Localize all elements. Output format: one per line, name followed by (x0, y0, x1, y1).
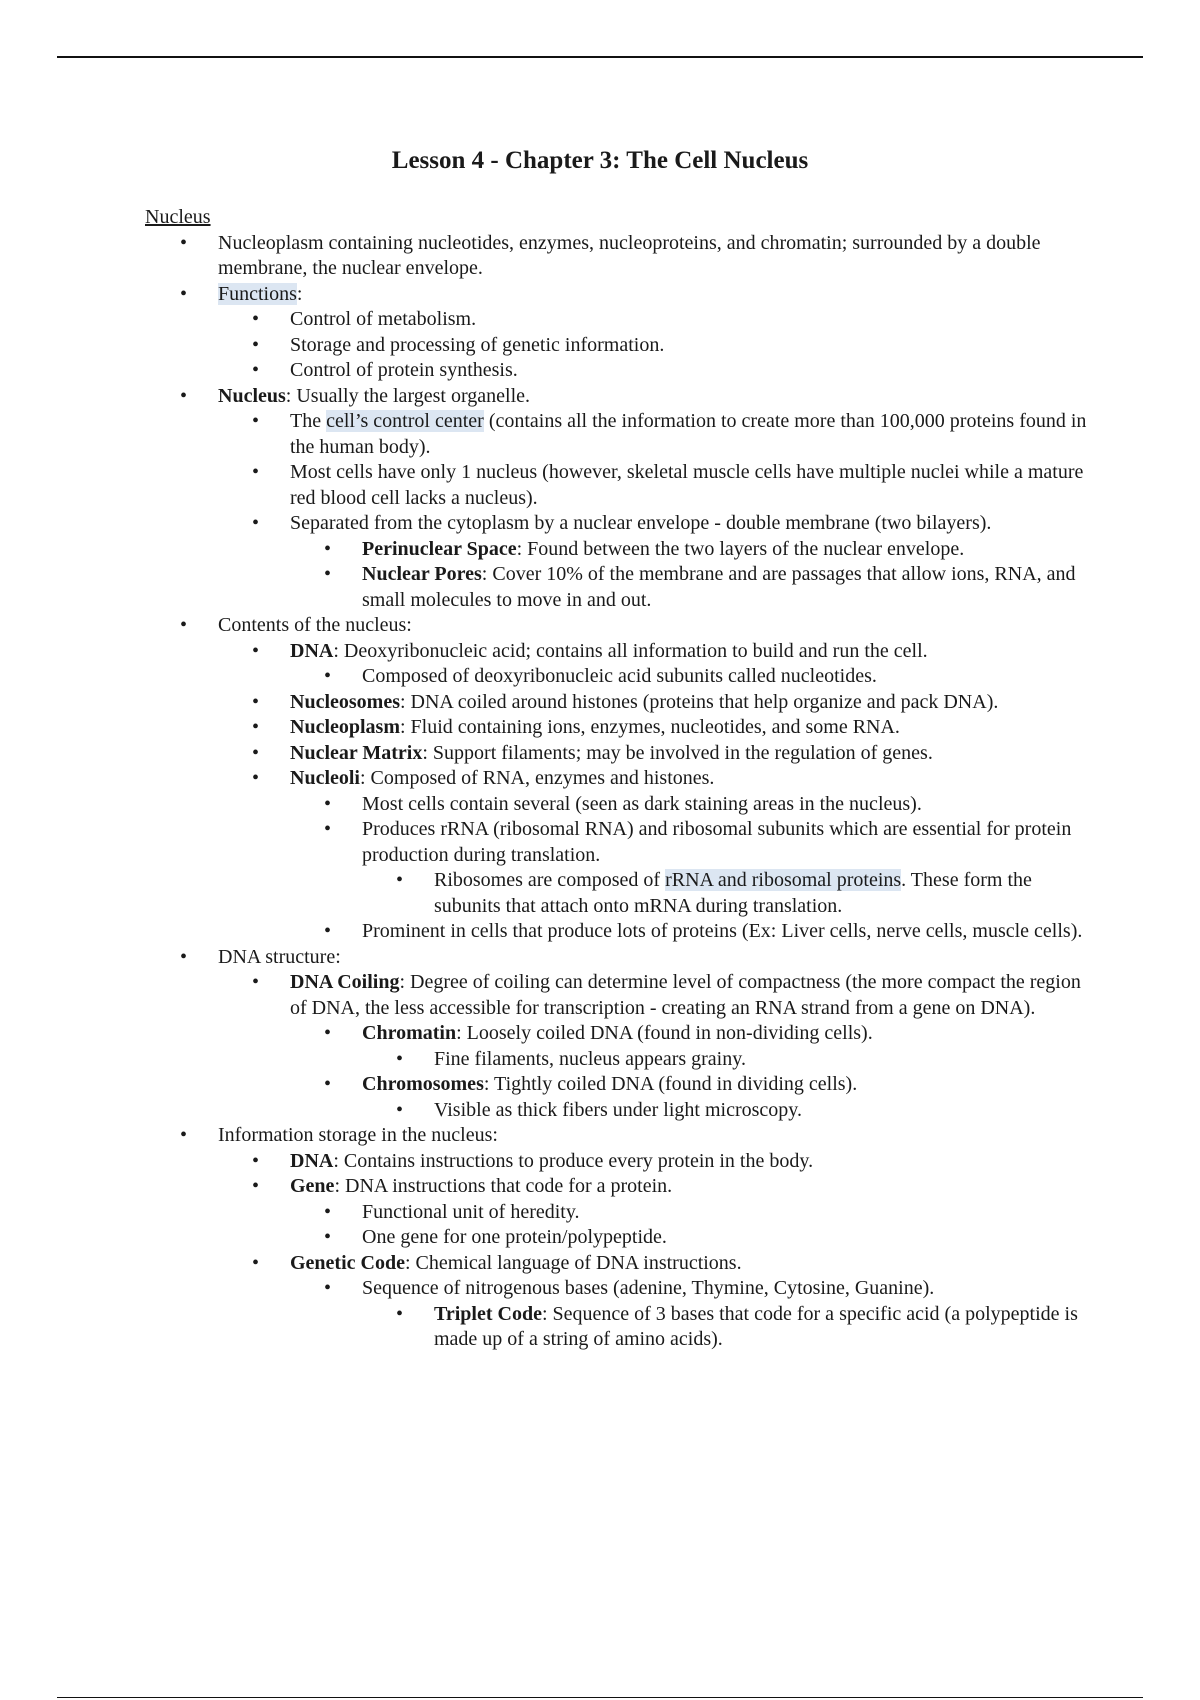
term: Nucleoli (290, 767, 360, 789)
bullet-list-level-4 (361, 1302, 1095, 1353)
item-text: : DNA coiled around histones (proteins that help organize and pack DNA). (399, 690, 999, 713)
bullet-list-level-2 (217, 1149, 1095, 1353)
bullet-list-level-2 (217, 409, 1095, 613)
bullet-list-level-1 (145, 231, 1095, 1353)
list-item (361, 1098, 1095, 1124)
list-item (145, 282, 1095, 384)
item-text: Ribosomes are composed of (434, 869, 666, 891)
bullet-list-level-4 (361, 1098, 1095, 1124)
term: Perinuclear Space (362, 537, 517, 560)
bullet-list-level-2 (217, 970, 1095, 1123)
item-text: DNA structure: (218, 945, 341, 968)
item-text: Most cells contain several (seen as dark staining areas in the nucleus). (362, 792, 922, 815)
item-text: (contains all the information to create more than 100,000 proteins found in the human body). (290, 410, 1087, 458)
bullet-list-level-3 (289, 792, 1095, 945)
list-item (145, 384, 1095, 614)
list-item (217, 1251, 1095, 1353)
highlighted-text: rRNA and ribosomal proteins (665, 869, 902, 891)
list-item (217, 639, 1095, 690)
item-text: Sequence of nitrogenous bases (adenine, Thymine, Cytosine, Guanine). (362, 1277, 935, 1299)
list-item (217, 741, 1095, 767)
list-item (289, 1072, 1095, 1123)
item-text: Prominent in cells that produce lots of proteins (Ex: Liver cells, nerve cells, muscle cells). (362, 920, 1083, 942)
bullet-list-level-3 (289, 664, 1095, 690)
list-item (289, 792, 1095, 818)
section-heading: Nucleus (145, 206, 211, 228)
list-item (289, 1225, 1095, 1251)
item-text: : Deoxyribonucleic acid; contains all information to build and run the cell. (333, 639, 928, 662)
bottom-rule (57, 1697, 1143, 1698)
item-text: Functional unit of heredity. (362, 1200, 580, 1223)
bullet-list-level-3 (289, 537, 1095, 614)
bullet-list-level-2 (217, 307, 1095, 384)
term: Nuclear Pores (362, 563, 482, 585)
item-text: Composed of deoxyribonucleic acid subunits called nucleotides. (362, 665, 877, 687)
item-text: : Support filaments; may be involved in the regulation of genes. (422, 741, 933, 764)
item-text: Control of protein synthesis. (290, 359, 518, 381)
list-item (145, 613, 1095, 945)
list-item (289, 919, 1095, 945)
term: Chromosomes (362, 1073, 484, 1095)
item-text: Storage and processing of genetic information. (290, 333, 665, 356)
item-text: Visible as thick fibers under light microscopy. (434, 1098, 802, 1121)
list-item (145, 231, 1095, 282)
term: Triplet Code (434, 1302, 542, 1325)
bullet-list-level-3 (289, 1200, 1095, 1251)
bullet-list-level-4 (361, 868, 1095, 919)
bullet-list-level-2 (217, 639, 1095, 945)
list-item (289, 1276, 1095, 1353)
term: Genetic Code (290, 1251, 405, 1274)
item-text: Produces rRNA (ribosomal RNA) and ribosomal subunits which are essential for protein production during translation. (362, 818, 1072, 866)
item-text: Fine filaments, nucleus appears grainy. (434, 1047, 746, 1070)
list-item (217, 460, 1095, 511)
item-text: : (296, 282, 303, 305)
item-text: : Sequence of 3 bases that code for a specific acid (a polypeptide is made up of a string of amino acids). (434, 1302, 1078, 1350)
list-item (145, 945, 1095, 1124)
term: DNA Coiling (290, 971, 400, 993)
list-item (217, 1174, 1095, 1251)
item-text: : Cover 10% of the membrane and are passages that allow ions, RNA, and small molecules to move in and out. (362, 563, 1076, 611)
item-text: : Found between the two layers of the nuclear envelope. (516, 537, 965, 560)
item-text: : Loosely coiled DNA (found in non-dividing cells). (456, 1022, 873, 1044)
item-text: : Fluid containing ions, enzymes, nucleotides, and some RNA. (400, 716, 900, 738)
list-item (361, 1047, 1095, 1073)
term: DNA (290, 639, 334, 662)
item-text: : Composed of RNA, enzymes and histones. (360, 767, 715, 789)
item-text: : Tightly coiled DNA (found in dividing cells). (483, 1073, 858, 1095)
item-text: : Contains instructions to produce every protein in the body. (333, 1149, 814, 1172)
list-item (217, 715, 1095, 741)
item-text: Separated from the cytoplasm by a nuclear envelope - double membrane (two bilayers). (290, 512, 992, 534)
list-item (217, 690, 1095, 716)
list-item (217, 766, 1095, 945)
page-title: Lesson 4 - Chapter 3: The Cell Nucleus (391, 147, 809, 174)
item-text: The (290, 410, 327, 432)
bullet-list-level-4 (361, 1047, 1095, 1073)
list-item (217, 1149, 1095, 1175)
list-item (361, 868, 1095, 919)
list-item (289, 537, 1095, 563)
term: Nucleoplasm (290, 716, 400, 738)
document-body (145, 205, 1095, 1353)
item-text: : DNA instructions that code for a protein. (334, 1175, 673, 1197)
term: Nuclear Matrix (290, 741, 423, 764)
highlighted-text: cell’s control center (326, 410, 484, 432)
list-item (361, 1302, 1095, 1353)
item-text: Control of metabolism. (290, 308, 477, 330)
list-item (145, 1123, 1095, 1353)
item-text: : Degree of coiling can determine level of compactness (the more compact the region of DNA, the less accessible for transcription - creating an RNA strand from a gene on DNA). (290, 971, 1081, 1019)
list-item (217, 307, 1095, 333)
item-text: One gene for one protein/polypeptide. (362, 1226, 667, 1248)
list-item (289, 664, 1095, 690)
item-text: : Usually the largest organelle. (285, 384, 530, 407)
list-item (217, 333, 1095, 359)
list-item (289, 1021, 1095, 1072)
highlighted-text: Functions (218, 282, 297, 305)
item-text: : Chemical language of DNA instructions. (404, 1251, 742, 1274)
top-rule (57, 56, 1143, 58)
term: Chromatin (362, 1022, 457, 1044)
list-item (289, 817, 1095, 919)
term: Nucleosomes (290, 690, 400, 713)
item-text: Most cells have only 1 nucleus (however, skeletal muscle cells have multiple nuclei while a mature red blood cell lacks a nucleus). (290, 461, 1084, 509)
term: DNA (290, 1149, 334, 1172)
item-text: . These form the subunits that attach onto mRNA during translation. (434, 869, 1032, 917)
bullet-list-level-3 (289, 1276, 1095, 1353)
list-item (289, 562, 1095, 613)
term: Nucleus (218, 384, 286, 407)
term: Gene (290, 1175, 335, 1197)
list-item (217, 970, 1095, 1123)
list-item (217, 511, 1095, 613)
list-item (217, 409, 1095, 460)
list-item (289, 1200, 1095, 1226)
item-text: Contents of the nucleus: (218, 614, 412, 636)
bullet-list-level-3 (289, 1021, 1095, 1123)
item-text: Information storage in the nucleus: (218, 1124, 498, 1146)
list-item (217, 358, 1095, 384)
item-text: Nucleoplasm containing nucleotides, enzymes, nucleoproteins, and chromatin; surrounded by a double membrane, the nuclear envelope. (218, 231, 1041, 279)
